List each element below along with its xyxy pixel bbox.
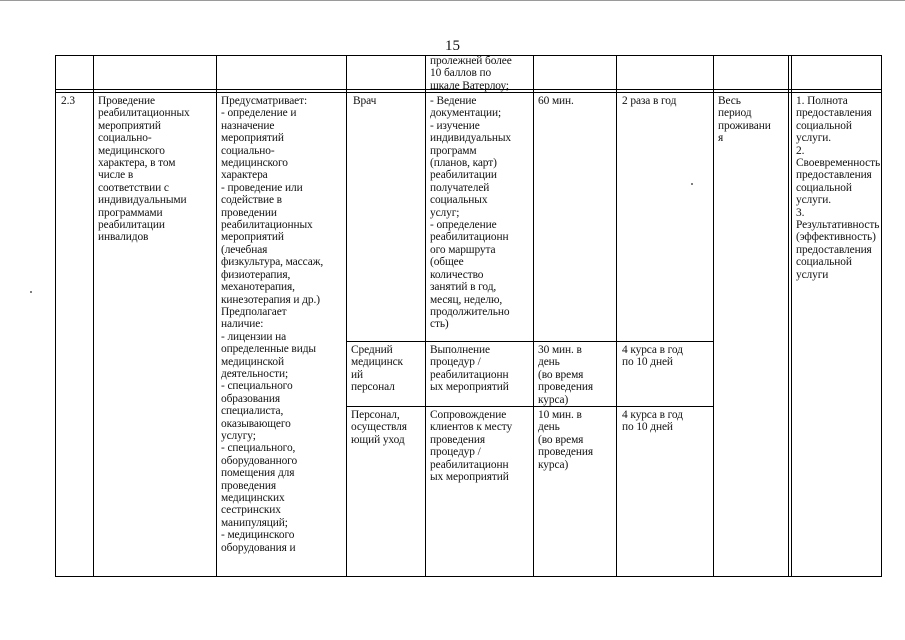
time-cell-caregivers: 10 мин. в день (во время проведения курса) [538,409,593,471]
table-bottom-border [55,576,882,577]
col-border-staff [425,55,426,577]
time-cell-doctor: 60 мин. [538,95,574,107]
measures-cell-caregivers: Сопровождение клиентов к месту проведения процедур / реабилитационн ых мероприятий [430,409,513,484]
time-cell-nurses: 30 мин. в день (во время проведения курса) [538,344,593,406]
service-name-cell: Проведение реабилитационных мероприятий социально- медицинского характера, в том числе в соответствии с индивидуальными программами реабилитации инвалидов [98,95,190,244]
scan-speck [30,291,32,293]
staff-cell-caregivers: Персонал, осуществля ющий уход [351,409,407,446]
col-border-measures [533,55,534,577]
col-border-left [55,55,56,577]
scan-speck [691,183,693,185]
page-number: 15 [445,38,460,54]
continuation-measures-cell: пролежней более 10 баллов по шкале Ватерлоу; [430,55,512,92]
period-cell: Весь период проживани я [718,95,771,145]
subrow-divider-1 [346,341,714,342]
measures-cell-nurses: Выполнение процедур / реабилитационн ых мероприятий [430,344,509,394]
col-border-right [881,55,882,577]
staff-cell-nurses: Средний медицинск ий персонал [351,344,403,394]
col-border-time [616,55,617,577]
page-top-edge [0,0,905,1]
row-number-cell: 2.3 [61,95,75,107]
staff-cell-doctor: Врач [353,95,377,107]
col-border-number [93,55,94,577]
frequency-cell-caregivers: 4 курса в год по 10 дней [622,409,683,434]
col-border-period [788,55,789,577]
col-border-service [216,55,217,577]
service-description-cell: Предусматривает: - определение и назначение мероприятий социально- медицинского характера - проведение или содействие в проведении реабилитационных мероприятий (лечебная физкультура, массаж, физиотерапия, механотерапия, кинезотерапия и др.) Предполагает наличие: - лицензии на определенные виды медицинской деятельности; - специального образования специалиста, оказывающего услугу; - специального, оборудованного помещения для проведения медицинских сестринских манипуляций; - медицинского оборудования и [221,95,324,554]
quality-criteria-cell: 1. Полнота предоставления социальной услуги. 2. Своевременность предоставления социальной услуги. 3. Результативность (эффективность) предоставления социальной услуги [796,95,881,281]
col-border-description [346,55,347,577]
frequency-cell-doctor: 2 раза в год [622,95,677,107]
subrow-divider-2 [346,406,714,407]
col-border-period-double [791,55,792,577]
col-border-frequency [713,55,714,577]
frequency-cell-nurses: 4 курса в год по 10 дней [622,344,683,369]
measures-cell-doctor: - Ведение документации; - изучение индивидуальных программ (планов, карт) реабилитации получателей социальных услуг; - определение реабилитационн ого маршрута (общее количество занятий в год, месяц, неделю, продолжительно сть) [430,95,511,331]
